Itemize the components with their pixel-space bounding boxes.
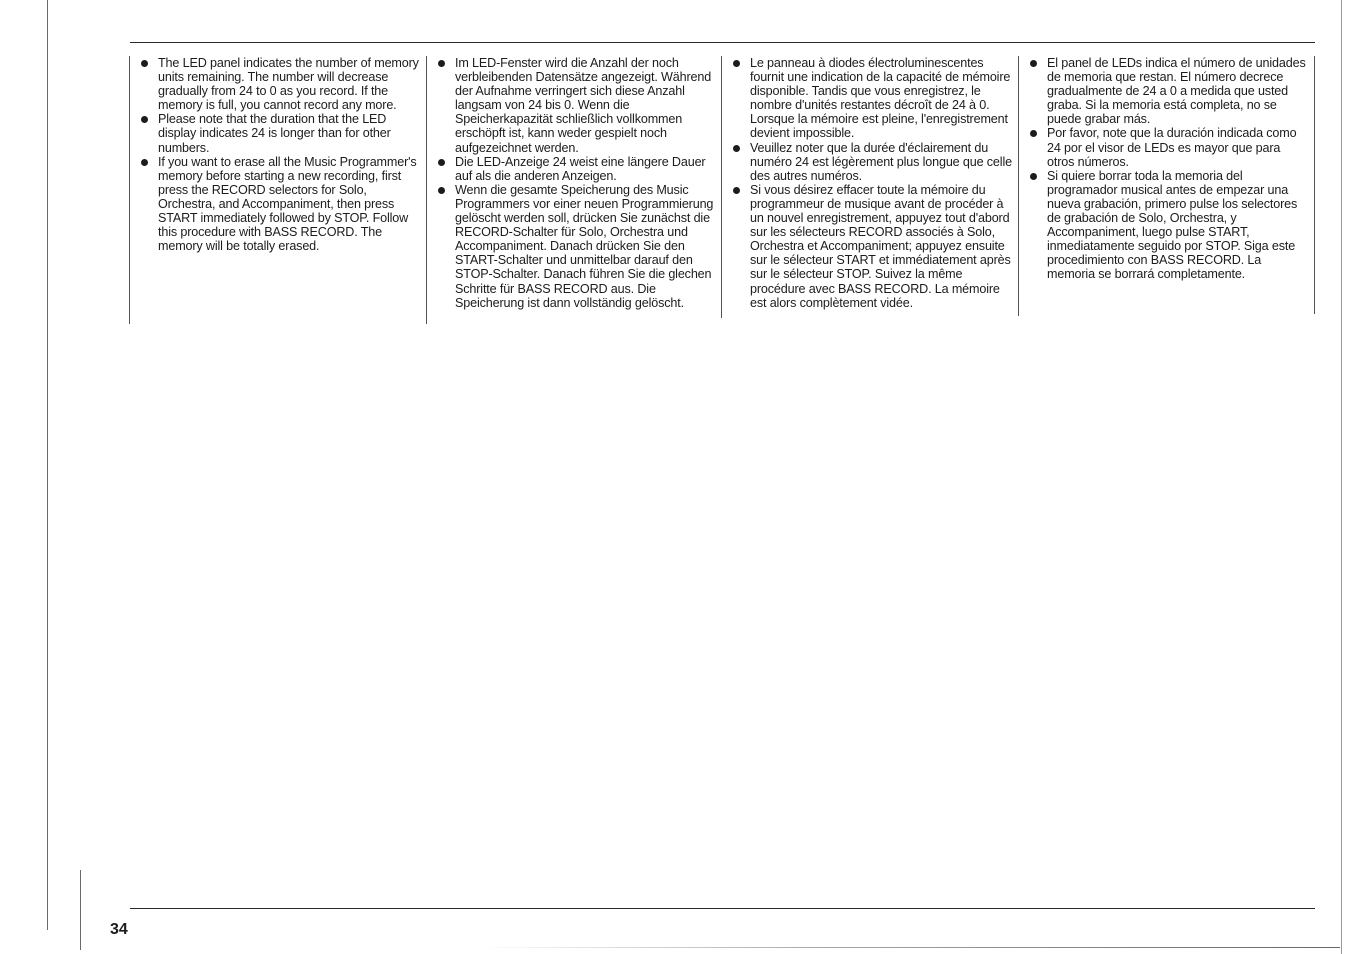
list-item: Si vous désirez effacer toute la mémoire du programmeur de musique avant de procéder à un nouvel enregistrement, appuyez tout d'abord sur les sélecteurs RECORD associés à Solo, Orchestra et Accompaniment; appuyez ensuite sur le sélecteur START et immédiatement après sur le sélecteur STOP. Suivez la même procédure avec BASS RECORD. La mémoire est alors complètement vidée. [750, 182, 1011, 310]
column-divider-right [1314, 56, 1315, 314]
column-german [426, 56, 717, 324]
footer-rule [130, 908, 1315, 909]
list-item: El panel de LEDs indica el número de unidades de memoria que restan. El número decrece gradualmente de 24 a 0 a medida que usted graba. Si la memoria está completa, no se puede grabar más. [1047, 56, 1309, 126]
bullet-list-french [750, 56, 1012, 310]
column-spanish [1018, 56, 1309, 316]
bullet-list-german [455, 56, 717, 310]
binding-edge-line [47, 0, 48, 930]
scan-smudge [480, 947, 1340, 948]
list-item: Im LED-Fenster wird die Anzahl der noch verbleibenden Datensätze angezeigt. Während der Aufnahme verringert sich diese Anzahl langsam von 24 bis 0. Wenn die Speicherkapazität schließlich vollkommen erschöpft ist, kann weder gespielt noch aufgezeichnet werden. [455, 56, 717, 155]
list-item: Si quiere borrar toda la memoria del programador musical antes de empezar una nueva grabación, primero pulse los selectores de grabación de Solo, Orchestra, y Accompaniment, luego pulse START, inmediatamente seguido por STOP. Siga este procedimiento con BASS RECORD. La memoria se borrará completamente. [1047, 169, 1309, 282]
list-item: Veuillez noter que la durée d'éclairement du numéro 24 est légèrement plus longue que celle des autres numéros. [750, 140, 1012, 183]
bullet-list-english [158, 56, 420, 253]
column-french [721, 56, 1012, 318]
header-rule [130, 42, 1315, 43]
list-item: Please note that the duration that the LED display indicates 24 is longer than for other numbers. [158, 112, 420, 154]
list-item: The LED panel indicates the number of memory units remaining. The number will decrease gradually from 24 to 0 as you record. If the memory is full, you cannot record any more. [158, 56, 419, 113]
binding-edge-line-inner [80, 870, 81, 950]
list-item: Wenn die gesamte Speicherung des Music Programmers vor einer neuen Programmierung gelöscht werden soll, drücken Sie zunächst die RECORD-Schalter für Solo, Orchestra und Accompaniment. Danach drücken Sie den START-Schalter und unmittelbar darauf den STOP-Schalter. Danach führen Sie die glechen Schritte für BASS RECORD aus. Die Speicherung ist dann vollständig gelöscht. [455, 183, 717, 310]
list-item: Die LED-Anzeige 24 weist eine längere Dauer auf als die anderen Anzeigen. [455, 155, 717, 183]
page-right-edge [1341, 0, 1342, 954]
bullet-list-spanish [1047, 56, 1309, 282]
list-item: If you want to erase all the Music Programmer's memory before starting a new recording, first press the RECORD selectors for Solo, Orchestra, and Accompaniment, then press START immediately followed by STOP. Follow this procedure with BASS RECORD. The memory will be totally erased. [158, 155, 420, 254]
page-number: 34 [110, 921, 128, 938]
list-item: Le panneau à diodes électroluminescentes fournit une indication de la capacité de mémoire disponible. Tandis que vous enregistrez, le nombre d'unités restantes décroît de 24 à 0. Lorsque la mémoire est pleine, l'enregistrement devient impossible. [750, 56, 1011, 141]
column-english [129, 56, 420, 324]
list-item: Por favor, note que la duración indicada como 24 por el visor de LEDs es mayor que para otros números. [1047, 126, 1309, 168]
